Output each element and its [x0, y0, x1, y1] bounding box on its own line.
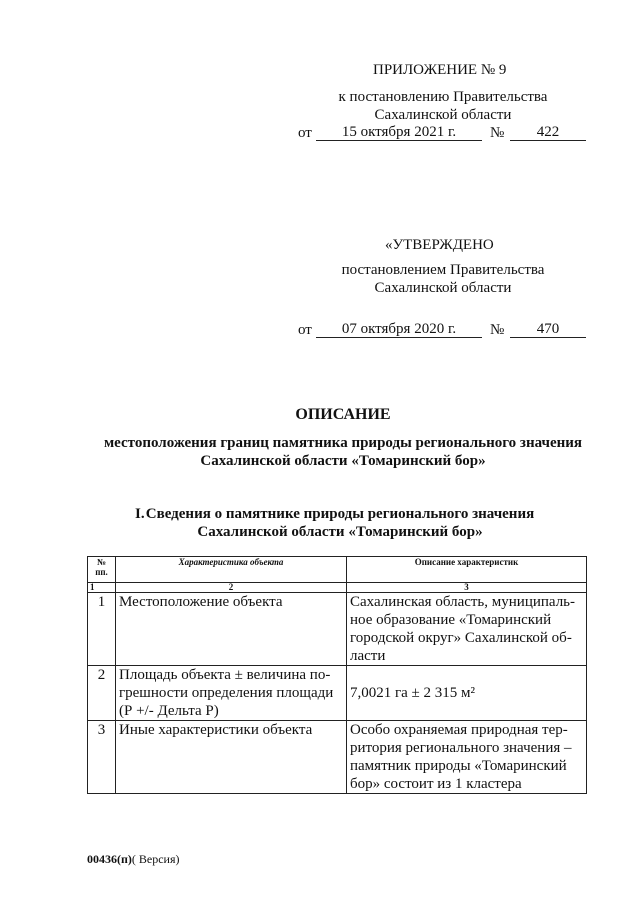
amendment-line2: Сахалинской области — [374, 107, 512, 123]
row-description — [347, 666, 587, 721]
characteristics-table — [87, 556, 587, 794]
text-line: (Р +/- Дельта Р) — [119, 703, 219, 719]
text-line: Особо охраняемая природная тер- — [350, 722, 568, 738]
header-num — [88, 557, 116, 583]
document-title: ОПИСАНИЕ — [295, 406, 391, 423]
section-title-line2: Сахалинской области «Томаринский бор» — [197, 524, 483, 540]
amendment-number-label: № — [490, 125, 505, 141]
approved-date: 07 октября 2020 г. — [341, 321, 457, 337]
footer-version: ( Версия) — [131, 852, 180, 866]
section-title-line1: Сведения о памятнике природы регионального значения — [145, 506, 535, 522]
column-number-row — [88, 583, 587, 593]
column-number-1: 1 — [88, 583, 116, 593]
approved-title: «УТВЕРЖДЕНО — [385, 237, 494, 253]
row-characteristic — [116, 593, 347, 666]
amendment-line1: к постановлению Правительства — [338, 89, 548, 105]
text-line: городской округ» Сахалинской об- — [350, 630, 572, 646]
row-number: 1 — [88, 593, 116, 666]
row-characteristic — [116, 666, 347, 721]
text-line: ласти — [350, 648, 386, 664]
amendment-number: 422 — [536, 124, 560, 140]
text-line: Иные характеристики объекта — [119, 722, 313, 738]
document-subtitle-line2: Сахалинской области «Томаринский бор» — [200, 453, 486, 469]
row-description — [347, 593, 587, 666]
row-characteristic — [116, 721, 347, 794]
column-number-2: 2 — [116, 583, 347, 593]
text-line: ритория регионального значения – — [350, 740, 572, 756]
header-num-line1: № — [96, 557, 107, 567]
approved-number-label: № — [490, 322, 505, 338]
approved-from-label: от — [298, 322, 312, 338]
header-description: Описание характеристик — [347, 557, 587, 583]
amendment-from-label: от — [298, 125, 312, 141]
table-row — [88, 593, 587, 666]
column-number-3: 3 — [347, 583, 587, 593]
document-subtitle-line1: местоположения границ памятника природы регионального значения — [103, 435, 583, 451]
approved-line1: постановлением Правительства — [341, 262, 545, 278]
table-row — [88, 721, 587, 794]
text-line: Площадь объекта ± величина по- — [119, 667, 331, 683]
amendment-date: 15 октября 2021 г. — [341, 124, 457, 140]
text-line: памятник природы «Томаринский — [350, 758, 567, 774]
table-header-row — [88, 557, 587, 583]
text-line: Сахалинская область, муниципаль- — [350, 594, 576, 610]
footer-code: 00436(п) — [87, 852, 132, 866]
text-line: ное образование «Томаринский — [350, 612, 552, 628]
header-num-line2: пп. — [95, 567, 108, 577]
table-row — [88, 666, 587, 721]
text-line: бор» состоит из 1 кластера — [350, 776, 522, 792]
text-line: Местоположение объекта — [119, 594, 283, 610]
row-description — [347, 721, 587, 794]
text-line: грешности определения площади — [119, 685, 334, 701]
header-characteristic: Характеристика объекта — [116, 557, 347, 583]
row-number: 3 — [88, 721, 116, 794]
approved-number: 470 — [536, 321, 560, 337]
text-line: 7,0021 га ± 2 315 м² — [350, 685, 476, 701]
amendment-title: ПРИЛОЖЕНИЕ № 9 — [373, 62, 507, 78]
row-number: 2 — [88, 666, 116, 721]
section-number: I. — [135, 506, 145, 522]
approved-line2: Сахалинской области — [374, 280, 512, 296]
footer — [87, 852, 180, 867]
